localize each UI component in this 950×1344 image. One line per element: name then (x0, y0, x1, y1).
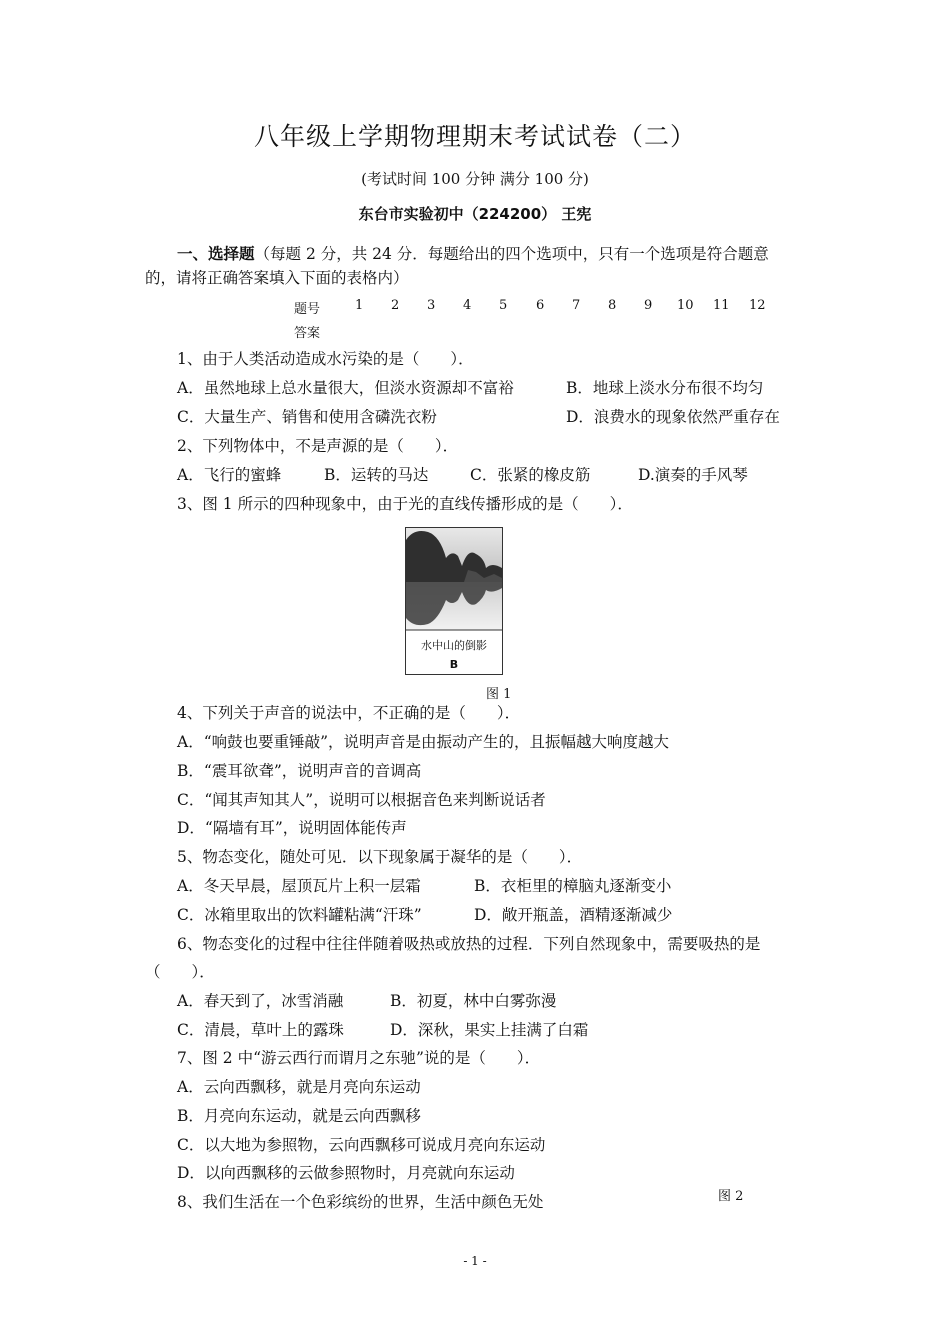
figure-1-option-letter: B (449, 658, 459, 671)
section-intro-text: （每题 2 分，共 24 分．每题给出的四个选项中，只有一个选项是符合题意 (254, 245, 769, 263)
table-cell-number: 11 (713, 298, 730, 313)
q2-stem: 2、下列物体中，不是声源的是（ ）． (177, 437, 459, 455)
table-row-label-number: 题号 (294, 302, 321, 317)
q1-option-d: D．浪费水的现象依然严重存在 (566, 408, 780, 426)
author-line: 东台市实验初中（224200） 王宪 (358, 205, 592, 223)
q7-option-c: C．以大地为参照物，云向西飘移可说成月亮向东运动 (177, 1136, 546, 1154)
q5-stem: 5、物态变化，随处可见．以下现象属于凝华的是（ ）． (177, 848, 583, 866)
table-cell-number: 10 (677, 298, 694, 313)
exam-info: (考试时间 100 分钟 满分 100 分) (361, 170, 589, 188)
q5-option-c: C．冰箱里取出的饮料罐粘满“汗珠” (177, 906, 422, 924)
q4-option-c: C．“闻其声知其人”，说明可以根据音色来判断说话者 (177, 791, 546, 809)
q5-option-a: A．冬天早晨，屋顶瓦片上积一层霜 (177, 877, 421, 895)
q2-option-a: A．飞行的蜜蜂 (177, 466, 282, 484)
q4-option-d: D．“隔墙有耳”，说明固体能传声 (177, 819, 407, 837)
q6-option-a: A．春天到了，冰雪消融 (177, 992, 344, 1010)
table-cell-number: 7 (572, 298, 581, 313)
q6-stem-line-1: 6、物态变化的过程中往往伴随着吸热或放热的过程．下列自然现象中，需要吸热的是 (177, 935, 761, 953)
section-intro-line-2: 的，请将正确答案填入下面的表格内） (145, 269, 409, 287)
q5-option-b: B．衣柜里的樟脑丸逐渐变小 (474, 877, 672, 895)
q5-option-d: D．敞开瓶盖，酒精逐渐减少 (474, 906, 673, 924)
q8-stem: 8、我们生活在一个色彩缤纷的世界，生活中颜色无处 (177, 1193, 544, 1211)
q6-option-d: D．深秋，果实上挂满了白霜 (390, 1021, 589, 1039)
q6-stem-line-2: （ ）． (145, 963, 215, 981)
page-number: - 1 - (463, 1254, 487, 1268)
page-title: 八年级上学期物理期末考试试卷（二） (253, 122, 696, 151)
q4-option-b: B．“震耳欲聋”，说明声音的音调高 (177, 762, 422, 780)
q7-option-a: A．云向西飘移，就是月亮向东运动 (177, 1078, 421, 1096)
table-cell-number: 5 (499, 298, 508, 313)
figure-1-caption: 图 1 (486, 687, 512, 702)
q1-option-a: A．虽然地球上总水量很大，但淡水资源却不富裕 (177, 379, 514, 397)
table-cell-number: 6 (536, 298, 545, 313)
q3-stem: 3、图 1 所示的四种现象中，由于光的直线传播形成的是（ ）． (177, 495, 633, 513)
q7-option-d: D．以向西飘移的云做参照物时，月亮就向东运动 (177, 1164, 515, 1182)
figure-1-image (405, 527, 503, 675)
q6-option-c: C．清晨，草叶上的露珠 (177, 1021, 344, 1039)
q2-option-c: C．张紧的橡皮筋 (470, 466, 591, 484)
table-cell-number: 9 (644, 298, 653, 313)
table-cell-number: 1 (355, 298, 364, 313)
table-cell-number: 2 (391, 298, 400, 313)
q4-stem: 4、下列关于声音的说法中，不正确的是（ ）． (177, 704, 521, 722)
table-cell-number: 12 (749, 298, 766, 313)
q7-option-b: B．月亮向东运动，就是云向西飘移 (177, 1107, 421, 1125)
section-intro-line-1 (177, 244, 769, 264)
q1-stem: 1、由于人类活动造成水污染的是（ ）． (177, 350, 474, 368)
q2-option-d: D.演奏的手风琴 (638, 466, 748, 484)
mountain-reflection-photo (406, 528, 502, 674)
q1-option-b: B．地球上淡水分布很不均匀 (566, 379, 764, 397)
q1-option-c: C．大量生产、销售和使用含磷洗衣粉 (177, 408, 437, 426)
q4-option-a: A．“响鼓也要重锤敲”，说明声音是由振动产生的，且振幅越大响度越大 (177, 733, 670, 751)
table-row-label-answer: 答案 (294, 326, 321, 341)
table-cell-number: 8 (608, 298, 617, 313)
q2-option-b: B．运转的马达 (324, 466, 429, 484)
section-heading: 一、选择题 (177, 244, 255, 263)
q7-stem: 7、图 2 中“游云西行而谓月之东驰”说的是（ ）． (177, 1049, 541, 1067)
figure-1-image-caption: 水中山的倒影 (421, 639, 487, 652)
table-cell-number: 3 (427, 298, 436, 313)
q6-option-b: B．初夏，林中白雾弥漫 (390, 992, 557, 1010)
figure-2-caption: 图 2 (718, 1189, 744, 1204)
table-cell-number: 4 (463, 298, 472, 313)
